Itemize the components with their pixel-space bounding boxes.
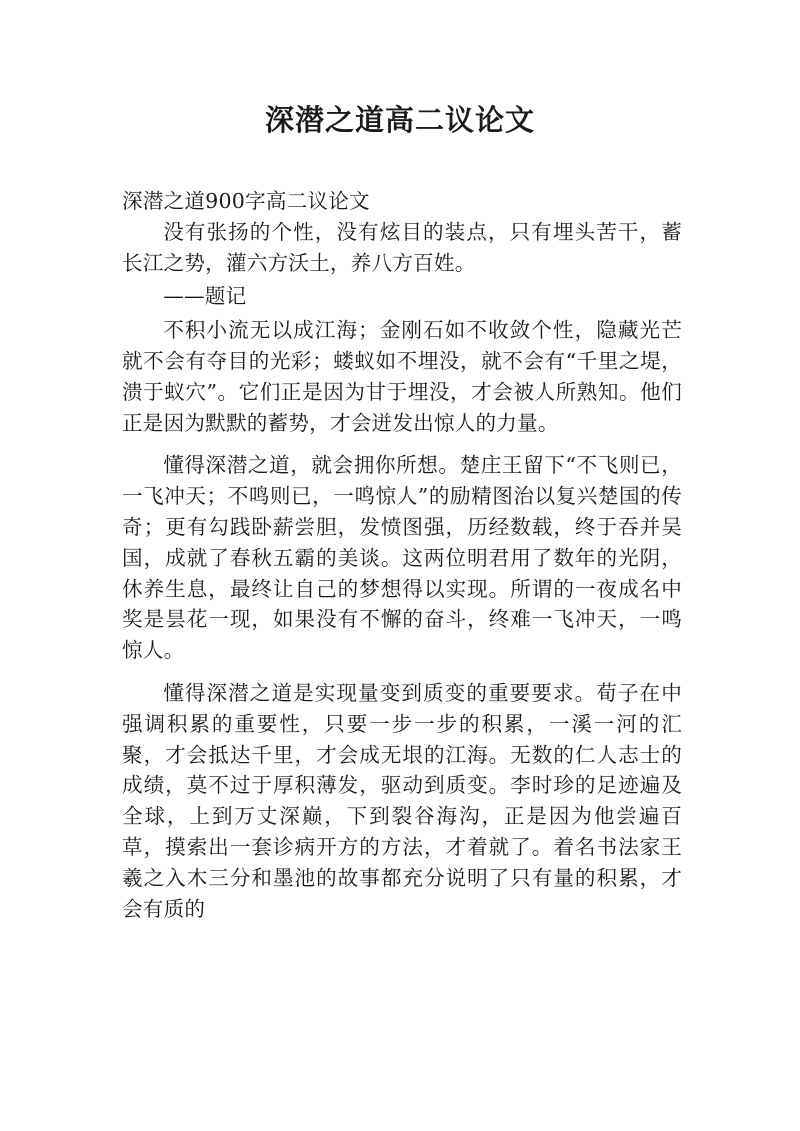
paragraph-argument-2: 懂得深潜之道是实现量变到质变的重要要求。荀子在中强调积累的重要性，只要一步一步的积累，一溪一河的汇聚，才会抵达千里，才会成无垠的江海。无数的仁人志士的成绩，莫不过于厚积薄发，驱动到质变。李时珍的足迹遍及全球，上到万丈深巅，下到裂谷海沟，正是因为他尝遍百草，摸索出一套诊病开方的方法，才着就了。着名书法家王羲之入木三分和墨池的故事都充分说明了只有量的积累，才会有质的	[122, 680, 682, 921]
document-title: 深潜之道高二议论文	[264, 103, 535, 137]
paragraph-epigraph-attribution: ——题记	[163, 284, 247, 309]
paragraph-epigraph: 没有张扬的个性，没有炫目的装点，只有埋头苦干，蓄长江之势，灌六方沃土，养八方百姓。	[122, 219, 682, 275]
document-subtitle: 深潜之道900字高二议论文	[122, 189, 370, 213]
paragraph-argument-1: 懂得深潜之道，就会拥你所想。楚庄王留下“不飞则已，一飞冲天；不鸣则已，一鸣惊人”的励精图治以复兴楚国的传奇；更有勾践卧薪尝胆，发愤图强，历经数载，终于吞并吴国，成就了春秋五霸的美谈。这两位明君用了数年的光阴，休养生息，最终让自己的梦想得以实现。所谓的一夜成名中奖是昙花一现，如果没有不懈的奋斗，终难一飞冲天，一鸣惊人。	[122, 453, 682, 663]
paragraph-intro: 不积小流无以成江海；金刚石如不收敛个性，隐藏光芒就不会有夺目的光彩；蝼蚁如不埋没，就不会有“千里之堤，溃于蚁穴”。它们正是因为甘于埋没，才会被人所熟知。他们正是因为默默的蓄势，才会迸发出惊人的力量。	[122, 318, 682, 435]
document-body	[122, 186, 682, 927]
